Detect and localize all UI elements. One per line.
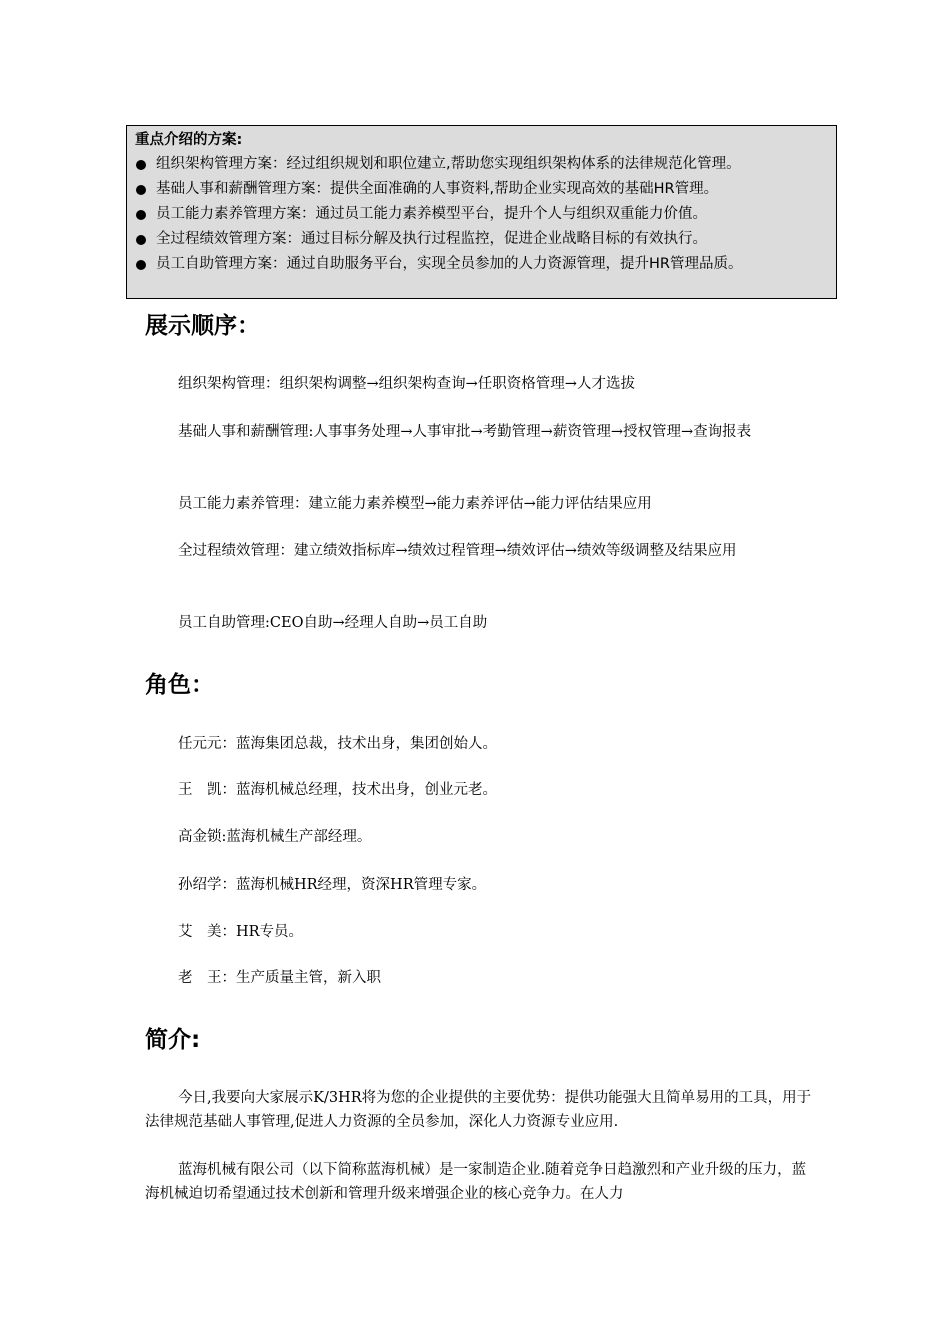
- role-item: 艾 美：HR专员。: [178, 924, 304, 940]
- key-solution-item: [135, 252, 828, 277]
- roles-heading: 角色：: [145, 672, 214, 698]
- key-solutions-box: [126, 125, 837, 299]
- key-solution-text: 员工自助管理方案：通过自助服务平台，实现全员参加的人力资源管理，提升HR管理品质。: [156, 256, 743, 272]
- role-item: 王 凯：蓝海机械总经理，技术出身，创业元老。: [178, 782, 497, 798]
- key-solution-text: 全过程绩效管理方案：通过目标分解及执行过程监控，促进企业战略目标的有效执行。: [156, 231, 707, 247]
- key-solutions-title: 重点介绍的方案:: [135, 132, 243, 148]
- bullet-icon: [136, 210, 146, 220]
- key-solution-item: [135, 152, 828, 177]
- role-item: 孙绍学：蓝海机械HR经理，资深HR管理专家。: [178, 877, 487, 893]
- key-solution-text: 组织架构管理方案：经过组织规划和职位建立,帮助您实现组织架构体系的法律规范化管理。: [156, 156, 741, 172]
- key-solutions-list: [135, 152, 828, 277]
- key-solution-item: [135, 202, 828, 227]
- key-solution-item: [135, 227, 828, 252]
- sequence-item: 员工能力素养管理：建立能力素养模型→能力素养评估→能力评估结果应用: [178, 496, 652, 512]
- key-solution-text: 员工能力素养管理方案：通过员工能力素养模型平台，提升个人与组织双重能力价值。: [156, 206, 707, 222]
- sequence-item: 基础人事和薪酬管理:人事事务处理→人事审批→考勤管理→薪资管理→授权管理→查询报表: [178, 424, 752, 440]
- bullet-icon: [136, 160, 146, 170]
- intro-paragraph: 今日,我要向大家展示K/3HR将为您的企业提供的主要优势：提供功能强大且简单易用的工具，用于法律规范基础人事管理,促进人力资源的全员参加，深化人力资源专业应用.: [145, 1090, 812, 1130]
- bullet-icon: [136, 235, 146, 245]
- sequence-item: 全过程绩效管理：建立绩效指标库→绩效过程管理→绩效评估→绩效等级调整及结果应用: [178, 543, 737, 559]
- key-solution-text: 基础人事和薪酬管理方案：提供全面准确的人事资料,帮助企业实现高效的基础HR管理。: [156, 181, 719, 197]
- role-item: 高金锁:蓝海机械生产部经理。: [178, 829, 372, 845]
- sequence-heading: 展示顺序：: [145, 313, 260, 339]
- bullet-icon: [136, 185, 146, 195]
- bullet-icon: [136, 260, 146, 270]
- intro-paragraph: 蓝海机械有限公司（以下简称蓝海机械）是一家制造企业.随着竞争日趋激烈和产业升级的压力，蓝海机械迫切希望通过技术创新和管理升级来增强企业的核心竞争力。在人力: [145, 1162, 807, 1202]
- role-item: 老 王：生产质量主管，新入职: [178, 970, 381, 986]
- role-item: 任元元：蓝海集团总裁，技术出身，集团创始人。: [178, 736, 497, 752]
- intro-heading: 简介:: [145, 1027, 201, 1053]
- sequence-item: 员工自助管理:CEO自助→经理人自助→员工自助: [178, 615, 488, 631]
- sequence-item: 组织架构管理：组织架构调整→组织架构查询→任职资格管理→人才选拔: [178, 376, 635, 392]
- key-solution-item: [135, 177, 828, 202]
